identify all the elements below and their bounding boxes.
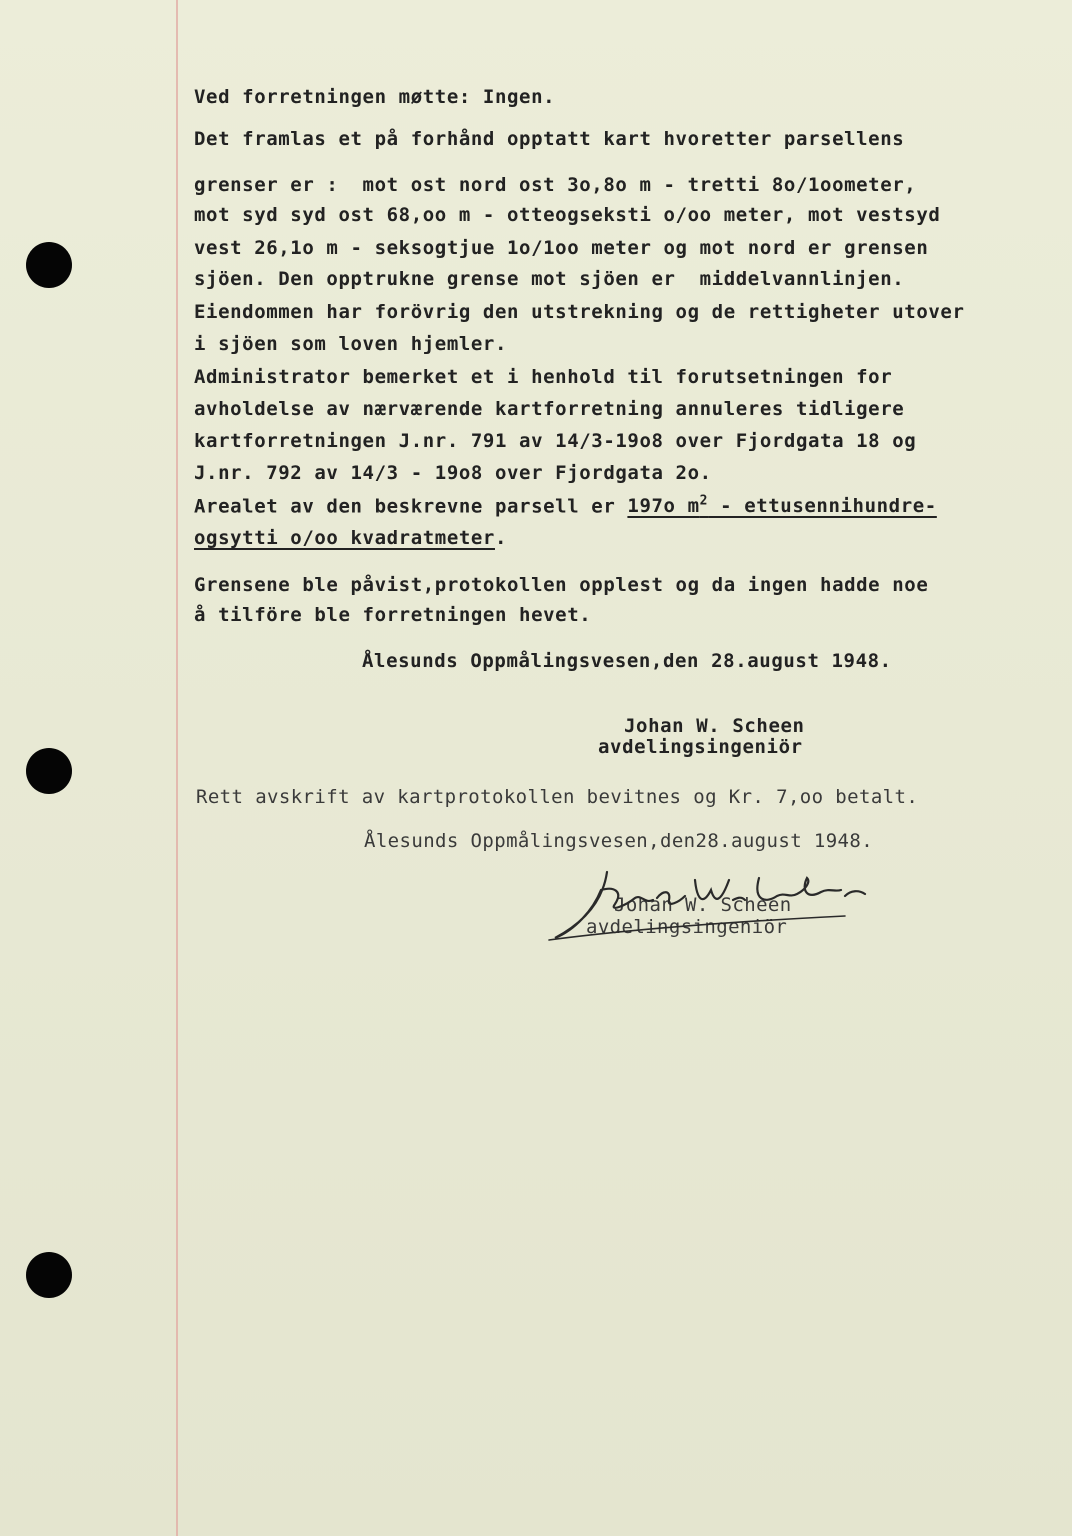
text-line: vest 26,1o m - seksogtjue 1o/1oo meter og mot nord er grensen [194, 237, 929, 259]
area-words-line: ogsytti o/oo kvadratmeter. [194, 527, 508, 549]
margin-rule [176, 0, 178, 1536]
certification-signer-name: Johan W. Scheen [614, 894, 792, 916]
text-line: mot syd syd ost 68,oo m - otteogseksti o/oo meter, mot vestsyd [194, 204, 941, 226]
text-line: i sjöen som loven hjemler. [194, 333, 508, 355]
handwritten-signature [545, 860, 875, 950]
area-value: 197o $m^2$ - ettusennihundre- [627, 494, 937, 518]
text-line: sjöen. Den opptrukne grense mot sjöen er middelvannlinjen. [194, 268, 905, 290]
area-line [194, 494, 937, 517]
place-date: Ålesunds Oppmålingsvesen,den 28.august 1948. [362, 650, 892, 672]
punch-hole [26, 242, 72, 288]
text-line: å tilföre ble forretningen hevet. [194, 604, 592, 626]
punch-hole [26, 1252, 72, 1298]
certification-signer-title: avdelingsingeniör [586, 916, 788, 938]
signer-title: avdelingsingeniör [598, 736, 803, 758]
text-line: Grensene ble påvist,protokollen opplest og da ingen hadde noe [194, 574, 929, 596]
signer-name: Johan W. Scheen [624, 715, 805, 737]
map-intro-line: Det framlas et på forhånd opptatt kart hvoretter parsellens [194, 128, 905, 150]
text-line: grenser er : mot ost nord ost 3o,8o m - tretti 8o/1oometer, [194, 174, 917, 196]
certification-statement: Rett avskrift av kartprotokollen bevitnes og Kr. 7,oo betalt. [196, 786, 919, 808]
text-line: avholdelse av nærværende kartforretning annuleres tidligere [194, 398, 905, 420]
area-prefix: Arealet av den beskrevne parsell er [194, 495, 628, 518]
area-words: ogsytti o/oo kvadratmeter [194, 527, 495, 549]
attendance-line: Ved forretningen møtte: Ingen. [194, 86, 556, 108]
certification-place-date: Ålesunds Oppmålingsvesen,den28.august 1948. [364, 830, 874, 852]
text-line: kartforretningen J.nr. 791 av 14/3-19o8 over Fjordgata 18 og [194, 430, 917, 452]
text-line: Administrator bemerket et i henhold til forutsetningen for [194, 366, 893, 388]
text-line: Eiendommen har forövrig den utstrekning og de rettigheter utover [194, 301, 965, 323]
text-line: J.nr. 792 av 14/3 - 19o8 over Fjordgata 2o. [194, 462, 712, 484]
punch-hole [26, 748, 72, 794]
